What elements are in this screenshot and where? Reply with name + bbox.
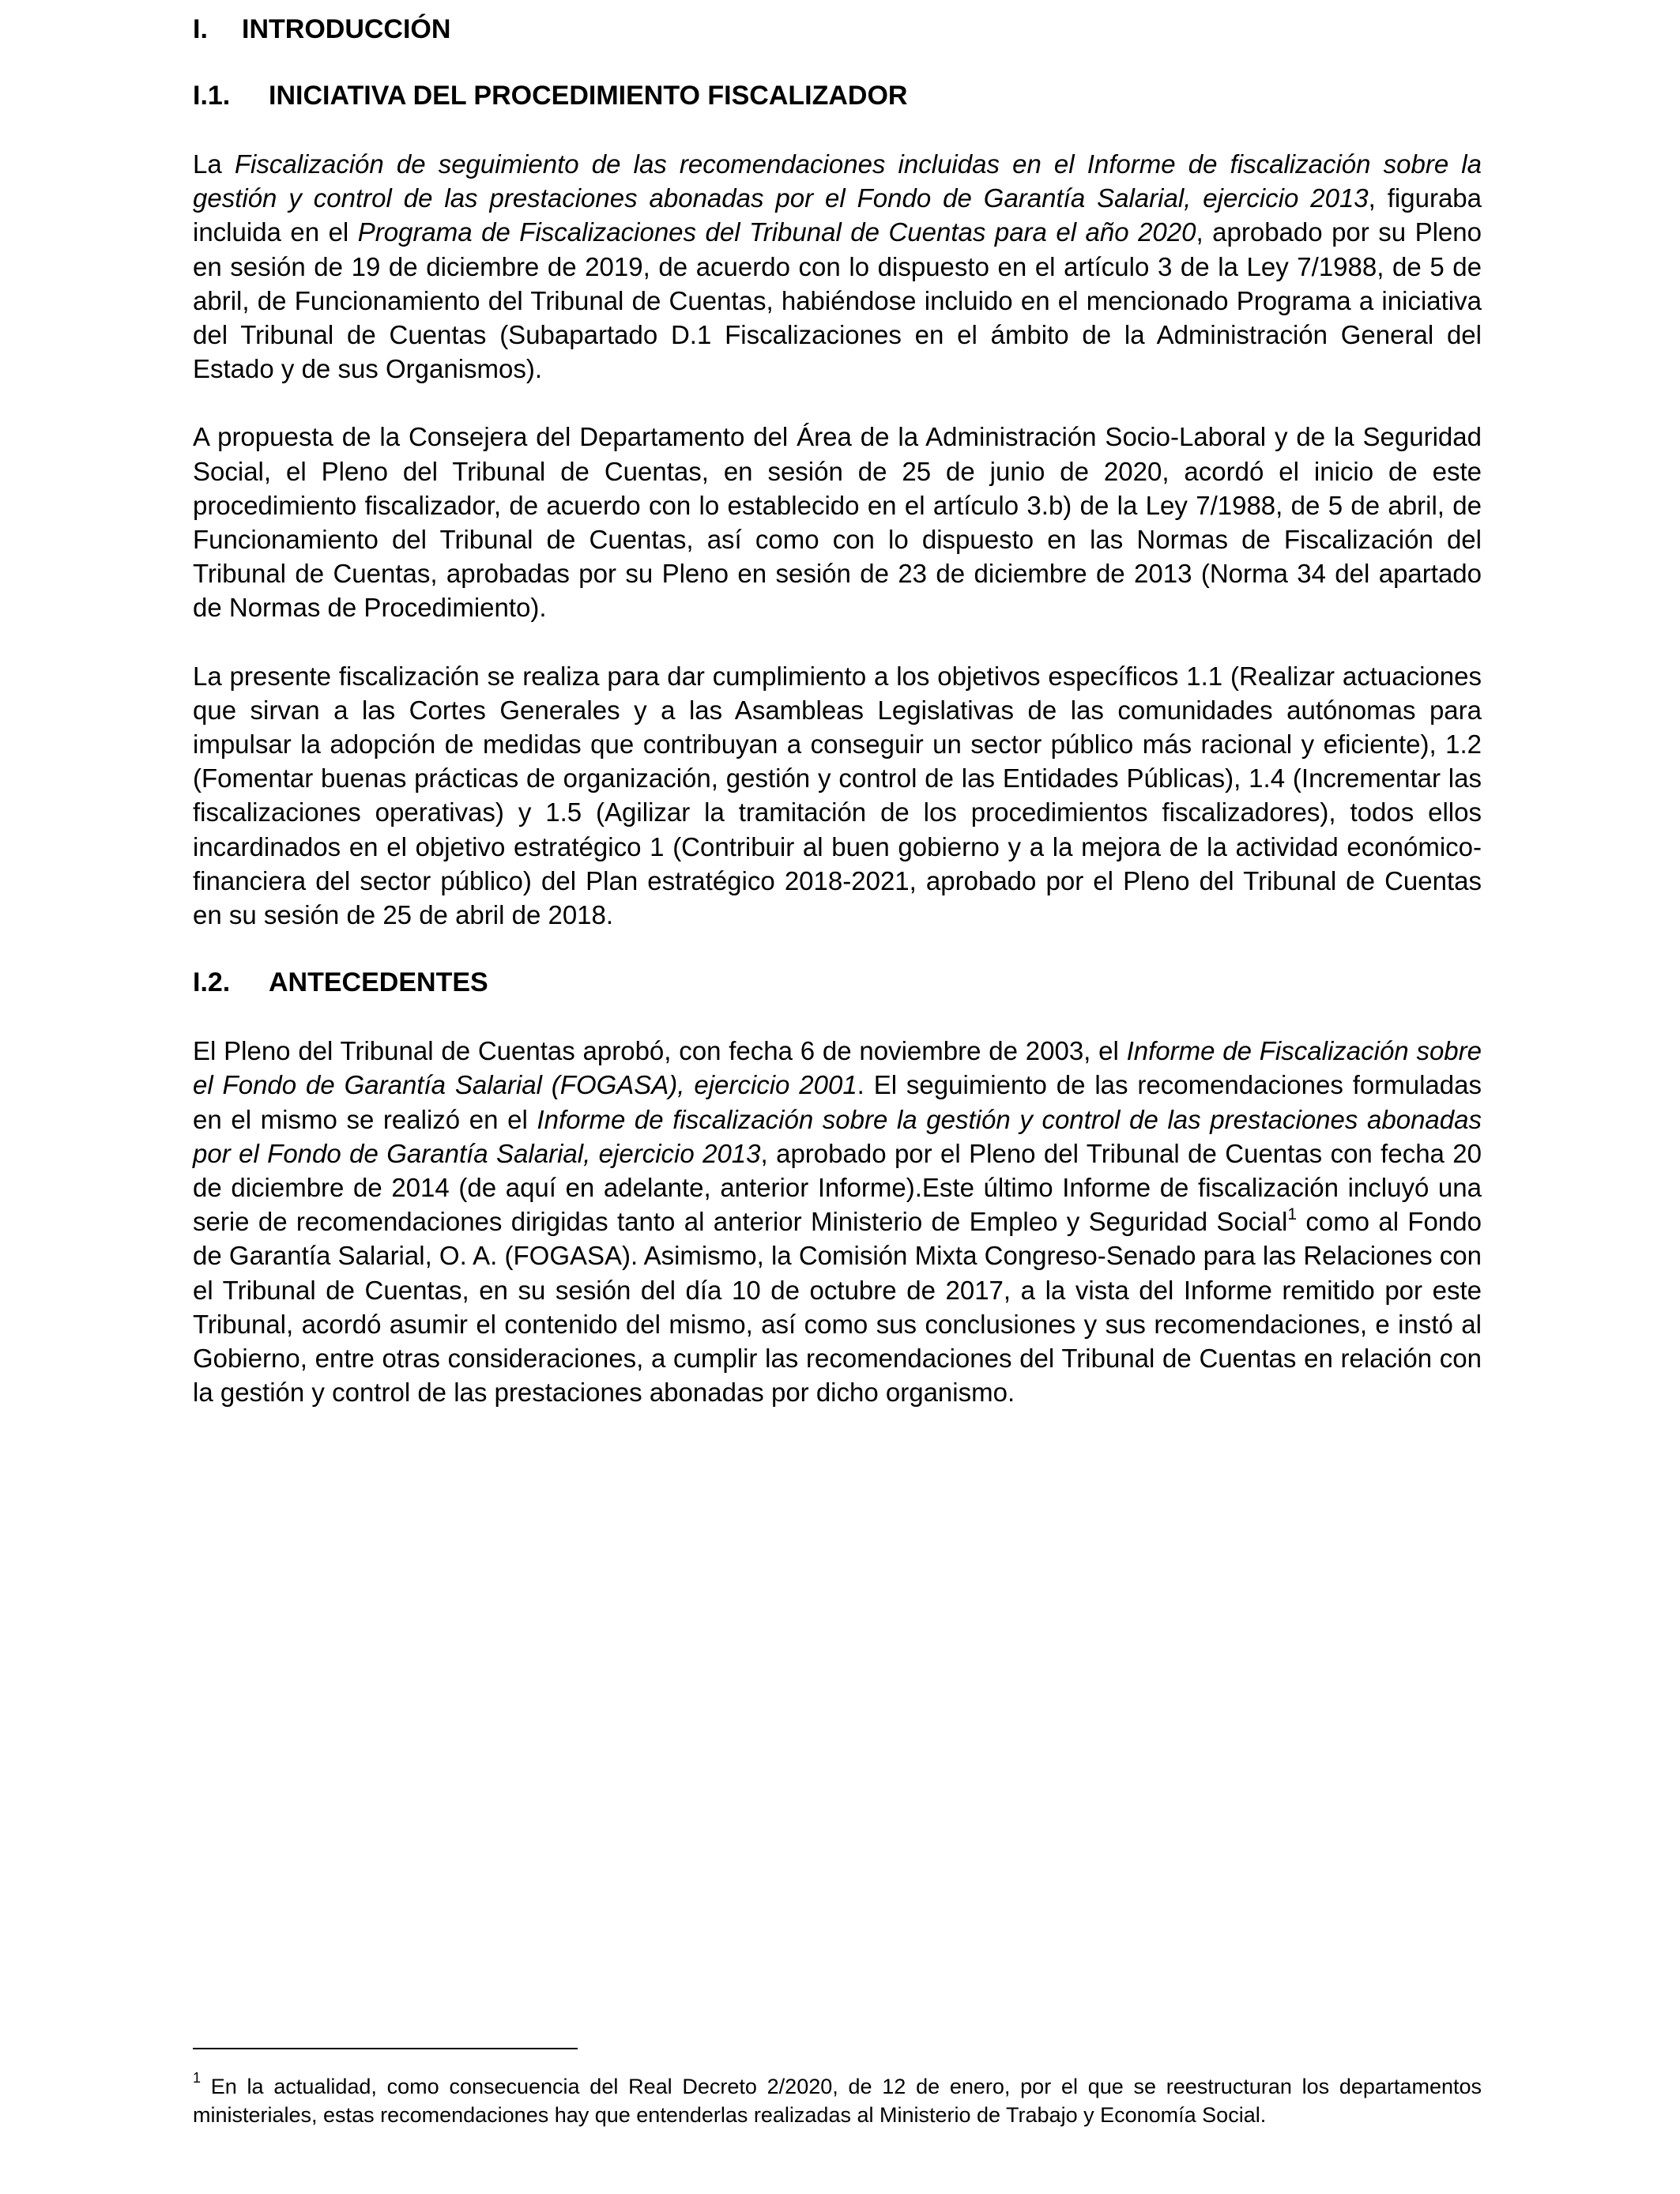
- text-run: La: [193, 149, 235, 179]
- paragraph-iniciativa-3: La presente fiscalización se realiza para dar cumplimiento a los objetivos específicos 1.1 (Realizar actuaciones que sirvan a las Cortes Generales y a las Asambleas Legislativas de las comunidades autónomas para impulsar la adopción de medidas que contribuyan a conseguir un sector público más racional y eficiente), 1.2 (Fomentar buenas prácticas de organización, gestión y control de las Entidades Públicas), 1.4 (Incrementar las fiscalizaciones operativas) y 1.5 (Agilizar la tramitación de los procedimientos fiscalizadores), todos ellos incardinados en el objetivo estratégico 1 (Contribuir al buen gobierno y a la mejora de la actividad económico-financiera del sector público) del Plan estratégico 2018-2021, aprobado por el Pleno del Tribunal de Cuentas en su sesión de 25 de abril de 2018.: [193, 661, 1482, 930]
- text-run: , aprobado por el Pleno del Tribunal de Cuentas con fecha 20 de diciembre de 2014 (de aquí en adelante, anterior Informe).Este último Informe de fiscalización incluyó una serie de recomendaciones dirigidas tanto al anterior Ministerio de Empleo y Seguridad Social: [193, 1138, 1482, 1237]
- italic-title-ref: Fiscalización de seguimiento de las recomendaciones incluidas en el Informe de fiscalización sobre la gestión y control de las prestaciones abonadas por el Fondo de Garantía Salarial, ejercicio 2013: [193, 149, 1482, 213]
- footnote-reference[interactable]: 1: [1287, 1205, 1297, 1224]
- text-run: , aprobado por su Pleno en sesión de 19 de diciembre de 2019, de acuerdo con lo dispuesto en el artículo 3 de la Ley 7/1988, de 5 de abril, de Funcionamiento del Tribunal de Cuentas, habiéndose incluido en el mencionado Programa a iniciativa del Tribunal de Cuentas (Subapartado D.1 Fiscalizaciones en el ámbito de la Administración General del Estado y de sus Organismos).: [193, 217, 1482, 384]
- footnote-number: 1: [193, 2070, 202, 2086]
- section-number: I.1.: [193, 81, 231, 111]
- italic-program-ref: Programa de Fiscalizaciones del Tribunal de Cuentas para el año 2020: [357, 217, 1196, 247]
- section-title: ANTECEDENTES: [269, 967, 488, 998]
- heading-number: I.: [193, 14, 208, 44]
- paragraph-iniciativa-2: A propuesta de la Consejera del Departamento del Área de la Administración Socio-Laboral y de la Seguridad Social, el Pleno del Tribunal de Cuentas, en sesión de 25 de junio de 2020, acordó el inicio de este procedimiento fiscalizador, de acuerdo con lo establecido en el artículo 3.b) de la Ley 7/1988, de 5 de abril, de Funcionamiento del Tribunal de Cuentas, así como con lo dispuesto en las Normas de Fiscalización del Tribunal de Cuentas, aprobadas por su Pleno en sesión de 23 de diciembre de 2013 (Norma 34 del apartado de Normas de Procedimiento).: [193, 422, 1482, 623]
- heading-antecedentes: [193, 966, 1482, 1000]
- heading-iniciativa: [193, 79, 1482, 113]
- heading-introduccion: [193, 13, 1482, 47]
- footnote: [193, 2072, 1482, 2129]
- section-number: I.2.: [193, 967, 231, 998]
- italic-report-ref: Informe de Fiscalización sobre el Fondo de Garantía Salarial (FOGASA), ejercicio 2001: [193, 1036, 1482, 1100]
- paragraph-iniciativa-1: [193, 147, 1482, 386]
- document-body: [193, 13, 1482, 1444]
- heading-title: INTRODUCCIÓN: [242, 14, 451, 44]
- footnote-text: En la actualidad, como consecuencia del Real Decreto 2/2020, de 12 de enero, por el que se reestructuran los departamentos ministeriales, estas recomendaciones hay que entenderlas realizadas al Ministerio de Trabajo y Economía Social.: [193, 2075, 1482, 2127]
- text-run: como al Fondo de Garantía Salarial, O. A. (FOGASA). Asimismo, la Comisión Mixta Congreso-Senado para las Relaciones con el Tribunal de Cuentas, en su sesión del día 10 de octubre de 2017, a la vista del Informe remitido por este Tribunal, acordó asumir el contenido del mismo, así como sus conclusiones y sus recomendaciones, e instó al Gobierno, entre otras consideraciones, a cumplir las recomendaciones del Tribunal de Cuentas en relación con la gestión y control de las prestaciones abonadas por dicho organismo.: [193, 1207, 1482, 1408]
- text-run: . El seguimiento de las recomendaciones formuladas en el mismo se realizó en el: [193, 1070, 1482, 1134]
- section-title: INICIATIVA DEL PROCEDIMIENTO FISCALIZADOR: [269, 81, 908, 111]
- paragraph-antecedentes-1: [193, 1034, 1482, 1409]
- italic-report-ref: Informe de fiscalización sobre la gestión y control de las prestaciones abonadas por el Fondo de Garantía Salarial, ejercicio 2013: [193, 1104, 1482, 1168]
- text-run: El Pleno del Tribunal de Cuentas aprobó, con fecha 6 de noviembre de 2003, el: [193, 1036, 1127, 1066]
- text-run: , figuraba incluida en el: [193, 183, 1482, 247]
- footnote-separator: [193, 2048, 578, 2049]
